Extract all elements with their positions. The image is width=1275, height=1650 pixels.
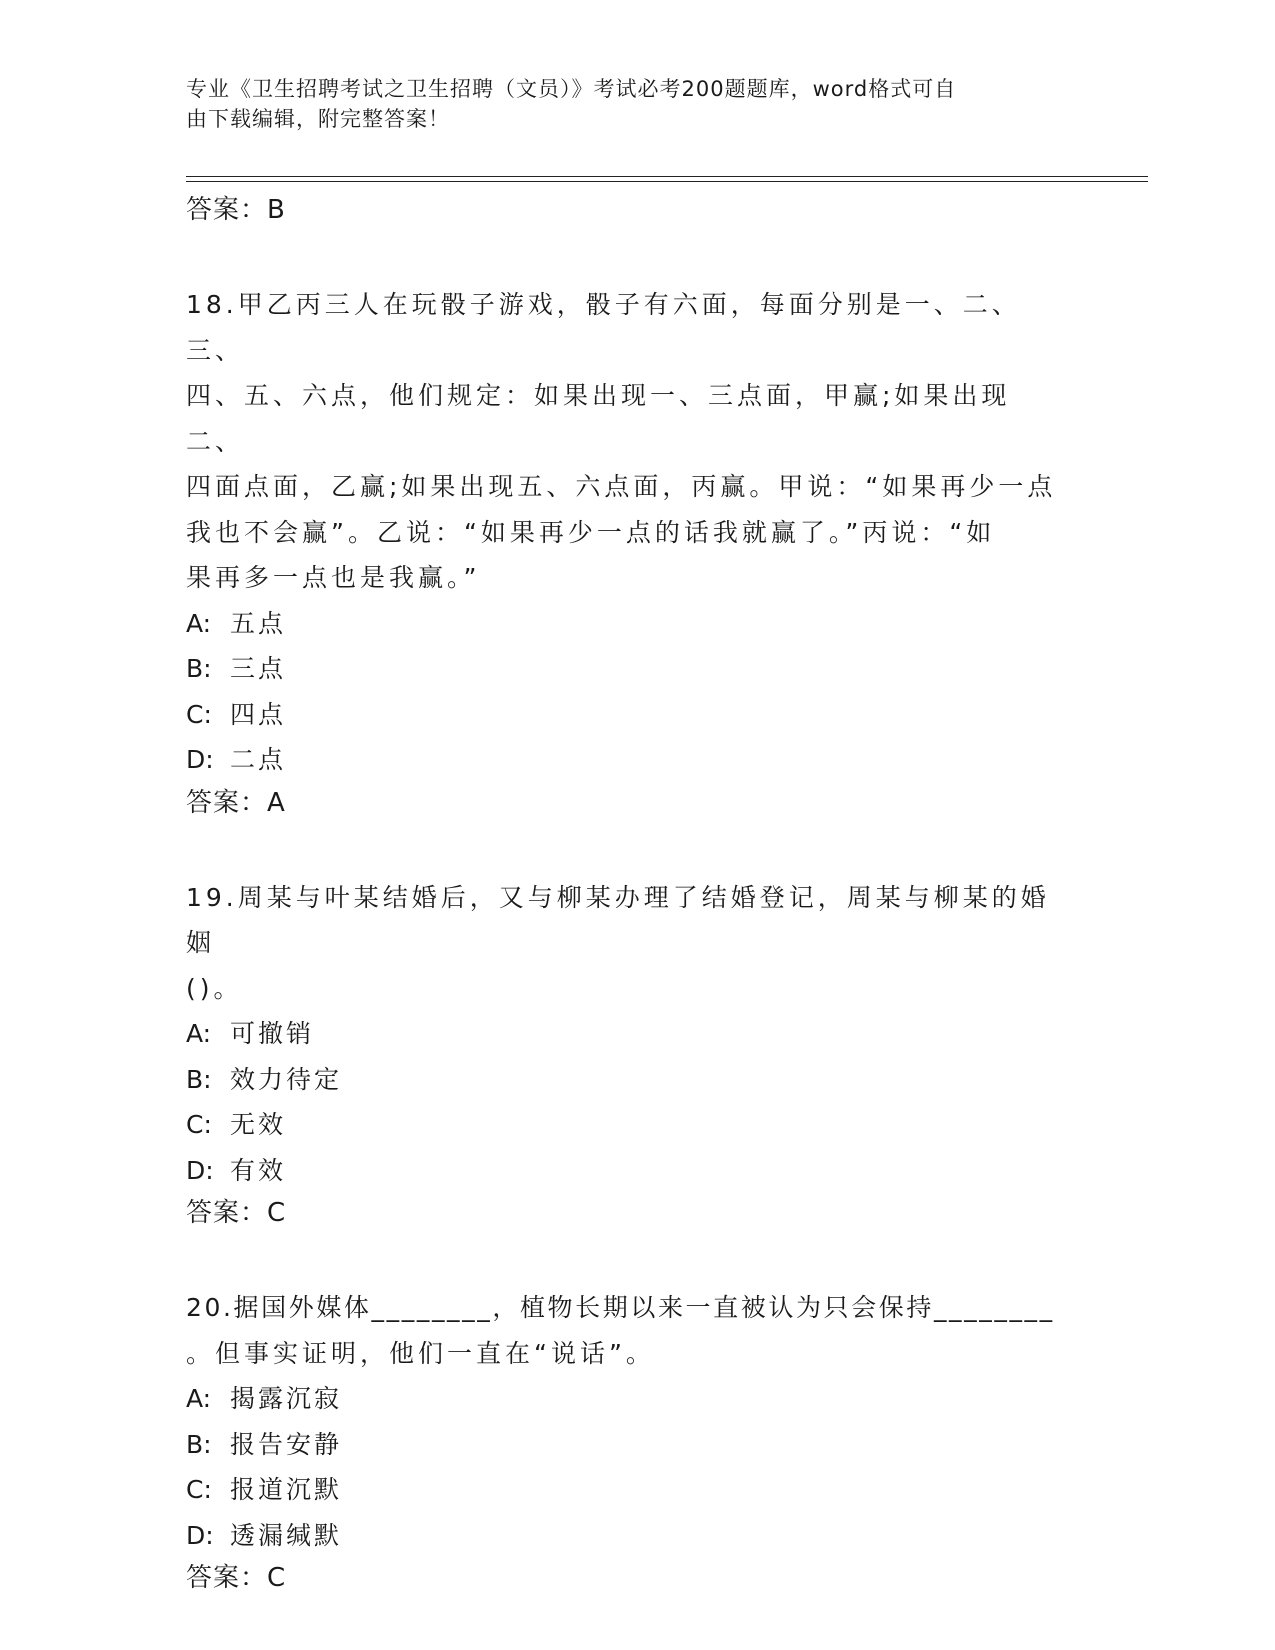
option-letter: C:	[186, 1110, 212, 1139]
option-c	[186, 1467, 1066, 1513]
question-18	[186, 282, 1066, 823]
stem-line: 。但事实证明，他们一直在“说话”。	[186, 1338, 655, 1368]
option-text: 二点	[230, 745, 287, 774]
question-19	[186, 875, 1066, 1234]
option-a	[186, 1376, 1066, 1422]
option-text: 透漏缄默	[230, 1520, 343, 1550]
stem-line: ()。	[186, 973, 243, 1003]
option-text: 五点	[230, 608, 287, 638]
header-line-1: 专业《卫生招聘考试之卫生招聘（文员）》考试必考200题题库，word格式可自	[186, 77, 957, 101]
answer-line: 答案：C	[186, 1198, 287, 1228]
answer-line: 答案：B	[186, 195, 286, 225]
question-stem	[186, 875, 1066, 1012]
header-divider-bottom	[186, 181, 1148, 182]
question-list	[186, 190, 1066, 1598]
option-letter: D:	[186, 745, 214, 774]
option-letter: D:	[186, 1155, 214, 1185]
header-line-2: 由下载编辑，附完整答案！	[186, 107, 450, 131]
question-stem	[186, 282, 1066, 601]
option-b	[186, 1057, 1066, 1103]
option-letter: D:	[186, 1520, 214, 1550]
answer-line: 答案：A	[186, 787, 286, 818]
option-c	[186, 692, 1066, 738]
option-b	[186, 1422, 1066, 1468]
option-text: 报道沉默	[230, 1475, 343, 1504]
option-c	[186, 1102, 1066, 1148]
option-d	[186, 1148, 1066, 1194]
option-text: 有效	[230, 1155, 287, 1185]
option-b	[186, 646, 1066, 692]
question-stem	[186, 1285, 1066, 1376]
stem-line: 果再多一点也是我赢。”	[186, 563, 481, 592]
option-letter: B:	[186, 1064, 212, 1094]
option-text: 无效	[230, 1110, 287, 1139]
option-text: 揭露沉寂	[230, 1384, 343, 1413]
option-text: 四点	[230, 699, 287, 729]
option-letter: A:	[186, 608, 212, 638]
option-letter: A:	[186, 1384, 212, 1413]
option-d	[186, 1513, 1066, 1559]
stem-line: 四、五、六点，他们规定：如果出现一、三点面，甲赢;如果出现二、	[186, 381, 1011, 456]
option-text: 三点	[230, 654, 287, 683]
option-letter: C:	[186, 699, 212, 729]
document-header	[186, 74, 1066, 134]
option-letter: A:	[186, 1019, 212, 1048]
stem-line: 20.据国外媒体________，植物长期以来一直被认为只会保持________	[186, 1293, 1055, 1322]
option-a	[186, 601, 1066, 647]
option-letter: C:	[186, 1475, 212, 1504]
option-d	[186, 737, 1066, 783]
option-text: 报告安静	[230, 1429, 343, 1459]
option-letter: B:	[186, 1429, 212, 1459]
question-20	[186, 1285, 1066, 1598]
option-text: 效力待定	[230, 1064, 343, 1094]
header-divider-top	[186, 176, 1148, 177]
stem-line: 我也不会赢”。乙说：“如果再少一点的话我就赢了。”丙说：“如	[186, 517, 996, 547]
stem-line: 19.周某与叶某结婚后，又与柳某办理了结婚登记，周某与柳某的婚姻	[186, 882, 1050, 957]
option-letter: B:	[186, 654, 212, 683]
option-text: 可撤销	[230, 1019, 315, 1048]
option-a	[186, 1011, 1066, 1057]
answer-line: 答案：C	[186, 1563, 287, 1593]
stem-line: 18.甲乙丙三人在玩骰子游戏，骰子有六面，每面分别是一、二、三、	[186, 290, 1021, 365]
stem-line: 四面点面，乙赢;如果出现五、六点面，丙赢。甲说：“如果再少一点	[186, 472, 1057, 501]
